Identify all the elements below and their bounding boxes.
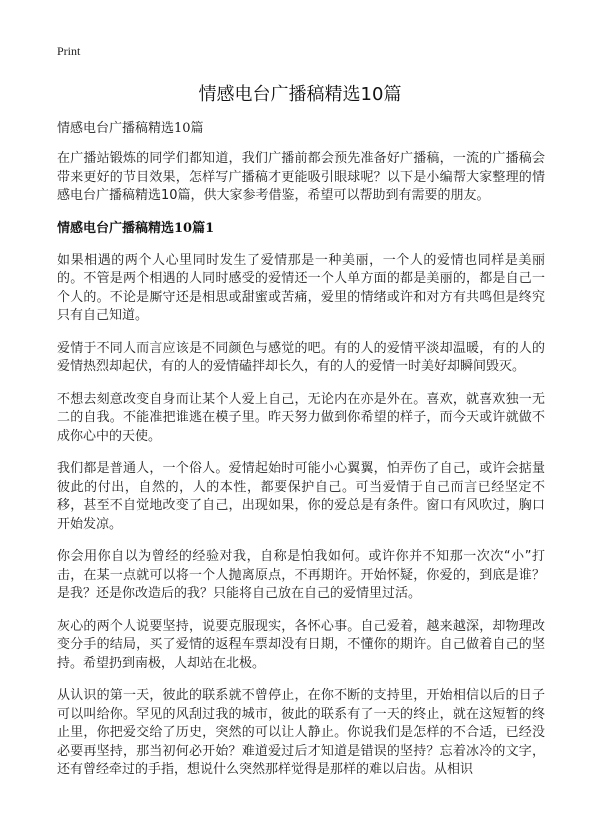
body-paragraph-6: 灰心的两个人说要坚持，说要克服现实，各怀心事。自己爱着，越来越深，却物理改变分手的结局，买了爱情的返程车票却没有日期，不懂你的期许。自己做着自己的坚持。希望扔到南极，人却站在北极。: [57, 618, 545, 671]
intro-paragraph: 在广播站锻炼的同学们都知道，我们广播前都会预先准备好广播稿，一流的广播稿会带来更好的节目效果，怎样写广播稿才更能吸引眼球呢？以下是小编帮大家整理的情感电台广播稿精选10篇，供大家参考借鉴，希望可以帮助到有需要的朋友。: [57, 151, 545, 203]
print-link[interactable]: Print: [57, 44, 81, 58]
body-paragraph-4: 我们都是普通人，一个俗人。爱情起始时可能小心翼翼，怕弄伤了自己，或许会掂量彼此的付出，自然的，人的本性，都要保护自己。可当爱情于自己而言已经坚定不移，甚至不自觉地改变了自己，出现如果，你的爱总是有条件。窗口有风吹过，胸口开始发凉。: [57, 461, 545, 532]
body-paragraph-5: 你会用你自以为曾经的经验对我，自称是怕我如何。或许你并不知那一次次“小”打击，在某一点就可以将一个人抛离原点，不再期许。开始怀疑，你爱的，到底是谁？是我？还是你改造后的我？只能将自己放在自己的爱情里过活。: [57, 549, 545, 601]
article-body: [57, 120, 545, 794]
section-heading: 情感电台广播稿精选10篇1: [57, 220, 215, 236]
body-paragraph-3: 不想去刻意改变自身而让某个人爱上自己，无论内在亦是外在。喜欢，就喜欢独一无二的自我。不能准把谁逃在模子里。昨天努力做到你希望的样子，而今天或许就做不成你心中的天使。: [57, 391, 545, 444]
body-paragraph-2: 爱情于不同人而言应该是不同颜色与感觉的吧。有的人的爱情平淡却温暖，有的人的爱情热烈却起伏，有的人的爱情磕拌却长久，有的人的爱情一时美好却瞬间毁灭。: [57, 340, 545, 374]
page-title: 情感电台广播稿精选10篇: [198, 84, 402, 105]
article-subtitle: 情感电台广播稿精选10篇: [57, 121, 204, 136]
body-paragraph-1: 如果相遇的两个人心里同时发生了爱情那是一种美丽，一个人的爱情也同样是美丽的。不管是两个相遇的人同时感受的爱情还一个人单方面的都是美丽的，都是自己一个人的。不论是厮守还是相思或甜蜜或苦痛，爱里的情绪或许和对方有共鸣但是终究只有自己知道。: [57, 252, 545, 323]
body-paragraph-7: 从认识的第一天，彼此的联系就不曾停止，在你不断的支持里，开始相信以后的日子可以叫给你。罕见的风刮过我的城市，彼此的联系有了一天的终止，就在这短暂的终止里，你把爱交给了历史，突然的可以让人静止。你说我们是怎样的不合适，已经没必要再坚持，那当初何必开始？难道爱过后才知道是错误的坚持？忘着冰冷的文字，还有曾经牵过的手指，想说什么突然那样觉得是那样的难以启齿。从相识: [57, 688, 545, 777]
